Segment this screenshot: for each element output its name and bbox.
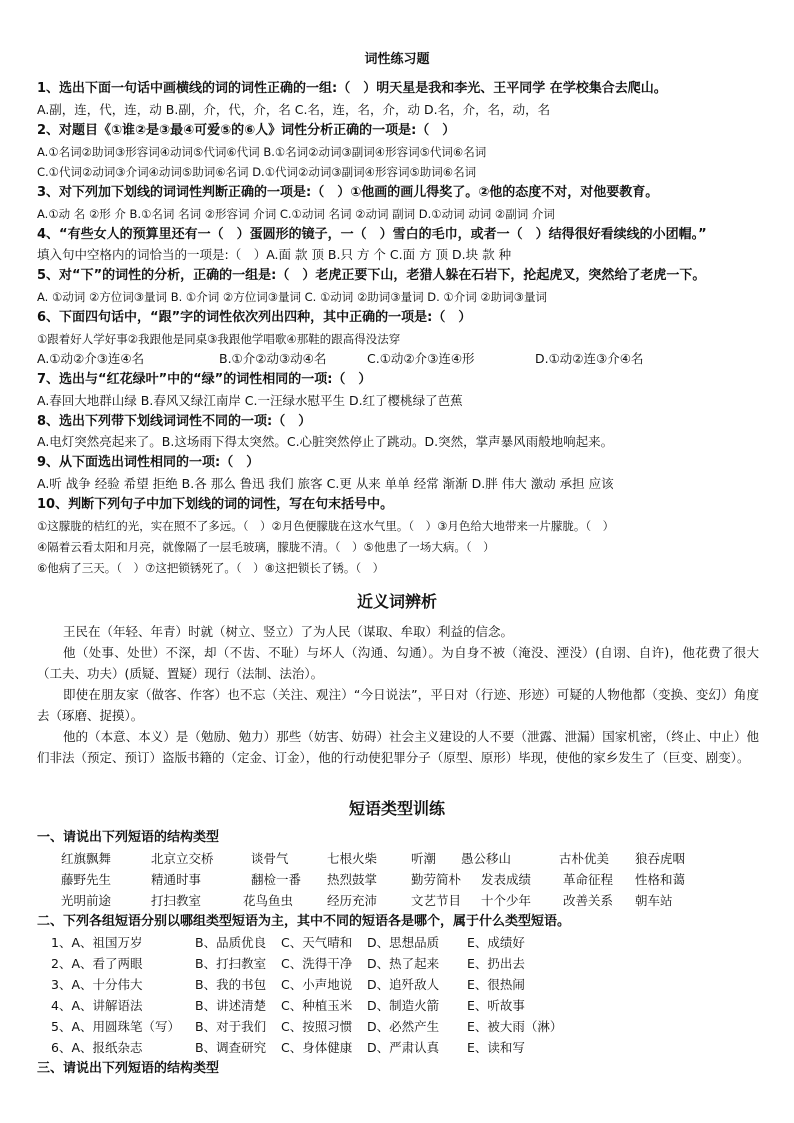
phrase-item: 朝车站 (635, 893, 673, 908)
phrase-item: 性格和蔼 (635, 872, 686, 887)
phrase-item: 发表成绩 (481, 872, 532, 887)
synonym-paragraph-4: 他的（本意、本义）是（勉励、勉力）那些（妨害、妨碍）社会主义建设的人不要（泄露、泄漏）国家机密，（终止、中止）他们非法（预定、预订）盗版书籍的（定金、订金），他的行动使犯罪分子（原型、原形）毕现，使他的家乡发生了（巨变、剧变）。 (37, 729, 759, 765)
question-1: 1、选出下面一句话中画横线的词的词性正确的一组:（ ）明天星是我和李光、王平同学 在学校集合去爬山。 (37, 81, 667, 96)
phrase-item: 花鸟鱼虫 (243, 893, 294, 908)
question-10-line-2: ④隔着云看太阳和月亮，就像隔了一层毛玻璃，朦胧不清。（ ）⑤他患了一场大病。（ ） (37, 540, 495, 554)
question-6-sentences: ①跟着好人学好事②我跟他是同桌③我跟他学唱歌④那鞋的跟高得没法穿 (37, 332, 401, 346)
question-8-options: A.电灯突然亮起来了。B.这场雨下得太突然。C.心脏突然停止了跳动。D.突然，掌声暴风雨般地响起来。 (37, 434, 614, 449)
group-option-d: D、思想品质 (367, 935, 440, 950)
question-5-options: A. ①动词 ②方位词③量词 B. ①介词 ②方位词③量词 C. ①动词 ②助词③量词 D. ①介词 ②助词③量词 (37, 290, 547, 304)
group-option-c: C、天气晴和 (281, 935, 353, 950)
phrase-part-1-title: 一、请说出下列短语的结构类型 (37, 830, 220, 845)
question-6-options (37, 349, 772, 369)
group-option-c: C、小声地说 (281, 977, 353, 992)
question-4: 4、“有些女人的预算里还有一（ ）蛋圆形的镜子，一（ ）雪白的毛巾，或者一（ ）结得很好看续线的小团帽。” (37, 227, 707, 242)
phrase-item: 改善关系 (563, 893, 614, 908)
synonym-paragraph-1: 王民在（年轻、年青）时就（树立、竖立）了为人民（谋取、牟取）利益的信念。 (63, 624, 514, 639)
group-option-c: C、洗得干净 (281, 956, 353, 971)
phrase-item: 精通时事 (151, 872, 202, 887)
group-option-a: 1、A、祖国万岁 (51, 935, 143, 950)
group-option-e: E、被大雨（淋） (467, 1019, 563, 1034)
phrase-item: 北京立交桥 (151, 851, 214, 866)
question-9: 9、从下面选出词性相同的一项:（ ） (37, 455, 260, 470)
group-option-b: B、打扫教室 (195, 956, 267, 971)
question-4-options: 填入句中空格内的词恰当的一项是:（ ）A.面 款 顶 B.只 方 个 C.面 方 顶 D.块 款 种 (37, 247, 512, 262)
phrase-row-3 (37, 891, 772, 911)
phrase-item: 热烈鼓掌 (327, 872, 378, 887)
phrase-item: 谈骨气 (251, 851, 289, 866)
question-10-line-1: ①这朦胧的桔红的光，实在照不了多远。（ ）②月色便朦胧在这水气里。（ ）③月色给大地带来一片朦胧。（ ） (37, 519, 615, 533)
group-option-c: C、身体健康 (281, 1040, 353, 1055)
q6-option-b: B.①介②动③动④名 (219, 351, 327, 366)
phrase-item: 文艺节目 (411, 893, 462, 908)
group-option-a: 3、A、十分伟大 (51, 977, 143, 992)
question-2-options-cd: C.①代词②动词③介词④动词⑤助词⑥名词 D.①代词②动词③副词④形容词⑤助词⑥名词 (37, 165, 477, 179)
question-2-options-ab: A.①名词②助词③形容词④动词⑤代词⑥代词 B.①名词②动词③副词④形容词⑤代词⑥名词 (37, 145, 487, 159)
phrase-group-2 (37, 954, 772, 974)
synonym-paragraph-2: 他（处事、处世）不深，却（不齿、不耻）与坏人（沟通、勾通）。为自身不被（淹没、湮没）(自诩、自许)，他花费了很大（工夫、功夫）(质疑、置疑）现行（法制、法治）。 (37, 645, 759, 681)
group-option-e: E、听故事 (467, 998, 525, 1013)
phrase-group-3 (37, 975, 772, 995)
group-option-d: D、热了起来 (367, 956, 440, 971)
group-option-d: D、严肃认真 (367, 1040, 440, 1055)
question-9-options: A.听 战争 经验 希望 拒绝 B.各 那么 鲁迅 我们 旅客 C.更 从来 单单 经常 渐渐 D.胖 伟大 激动 承担 应该 (37, 476, 614, 491)
question-8: 8、选出下列带下划线词词性不同的一项:（ ） (37, 414, 312, 429)
phrase-group-4 (37, 996, 772, 1016)
phrase-item: 藤野先生 (61, 872, 112, 887)
group-option-a: 4、A、讲解语法 (51, 998, 143, 1013)
phrase-item: 红旗飘舞 (61, 851, 112, 866)
group-option-d: D、必然产生 (367, 1019, 440, 1034)
question-10: 10、判断下列句子中加下划线的词的词性，写在句末括号中。 (37, 497, 394, 512)
group-option-e: E、很热闹 (467, 977, 525, 992)
phrase-item: 翻检一番 (251, 872, 302, 887)
phrase-item: 狼吞虎咽 (635, 851, 686, 866)
group-option-e: E、扔出去 (467, 956, 525, 971)
page-title: 词性练习题 (364, 52, 430, 67)
group-option-b: B、对于我们 (195, 1019, 267, 1034)
q6-option-c: C.①动②介③连④形 (367, 351, 475, 366)
q6-option-a: A.①动②介③连④名 (37, 351, 145, 366)
group-option-d: D、制造火箭 (367, 998, 440, 1013)
group-option-b: B、讲述清楚 (195, 998, 267, 1013)
group-option-d: D、追歼敌人 (367, 977, 440, 992)
phrase-part-2-title: 二、下列各组短语分别以哪组类型短语为主，其中不同的短语各是哪个，属于什么类型短语。 (37, 914, 571, 929)
phrase-group-5 (37, 1017, 772, 1037)
group-option-b: B、调查研究 (195, 1040, 267, 1055)
phrase-item: 听潮 (411, 851, 437, 866)
phrase-item: 古朴优美 (559, 851, 610, 866)
phrase-item: 愚公移山 (461, 851, 512, 866)
group-option-a: 2、A、看了两眼 (51, 956, 143, 971)
phrase-group-1 (37, 933, 772, 953)
phrase-row-1 (37, 849, 772, 869)
synonym-section-title: 近义词辨析 (356, 592, 437, 611)
group-option-c: C、按照习惯 (281, 1019, 353, 1034)
group-option-b: B、品质优良 (195, 935, 267, 950)
group-option-a: 6、A、报纸杂志 (51, 1040, 143, 1055)
question-10-line-3: ⑥他病了三天。（ ）⑦这把锁锈死了。（ ）⑧这把锁长了锈。（ ） (37, 561, 385, 575)
phrase-item: 革命征程 (563, 872, 614, 887)
question-2: 2、对题目《①谁②是③最④可爱⑤的⑥人》词性分析正确的一项是:（ ） (37, 123, 456, 138)
group-option-b: B、我的书包 (195, 977, 267, 992)
group-option-e: E、读和写 (467, 1040, 525, 1055)
question-7-options: A.春回大地群山绿 B.春风又绿江南岸 C.一汪绿水慰平生 D.红了樱桃绿了芭蕉 (37, 393, 463, 408)
q6-option-d: D.①动②连③介④名 (535, 351, 644, 366)
phrase-row-2 (37, 870, 772, 890)
phrase-item: 七根火柴 (327, 851, 378, 866)
phrase-item: 打扫教室 (151, 893, 202, 908)
question-3: 3、对下列加下划线的词词性判断正确的一项是:（ ）①他画的画儿得奖了。②他的态度不对，对他要教育。 (37, 185, 659, 200)
synonym-paragraph-3: 即使在朋友家（做客、作客）也不忘（关注、观注）“今日说法”，平日对（行迹、形迹）可疑的人物他都（变换、变幻）角度去（琢磨、捉摸）。 (37, 687, 759, 723)
phrase-part-3-title: 三、请说出下列短语的结构类型 (37, 1061, 220, 1076)
group-option-e: E、成绩好 (467, 935, 525, 950)
question-3-options: A.①动 名 ②形 介 B.①名词 名词 ②形容词 介词 C.①动词 名词 ②动词 副词 D.①动词 动词 ②副词 介词 (37, 207, 555, 221)
group-option-a: 5、A、用圆珠笔（写） (51, 1019, 181, 1034)
question-7: 7、选出与“红花绿叶”中的“绿”的词性相同的一项:（ ） (37, 372, 372, 387)
question-5: 5、对“下”的词性的分析，正确的一组是:（ ）老虎正要下山，老猎人躲在石岩下，抡起虎叉，突然给了老虎一下。 (37, 268, 706, 283)
group-option-c: C、种植玉米 (281, 998, 353, 1013)
phrase-item: 十个少年 (481, 893, 532, 908)
phrase-item: 勤劳简朴 (411, 872, 462, 887)
phrase-section-title: 短语类型训练 (348, 799, 445, 818)
phrase-item: 经历充沛 (327, 893, 378, 908)
phrase-item: 光明前途 (61, 893, 112, 908)
phrase-group-6 (37, 1038, 772, 1058)
question-6: 6、下面四句话中，“跟”字的词性依次列出四种，其中正确的一项是:（ ） (37, 310, 472, 325)
question-1-options: A.副，连，代，连，动 B.副，介，代，介，名 C.名，连，名，介，动 D.名，介，名，动，名 (37, 102, 551, 117)
